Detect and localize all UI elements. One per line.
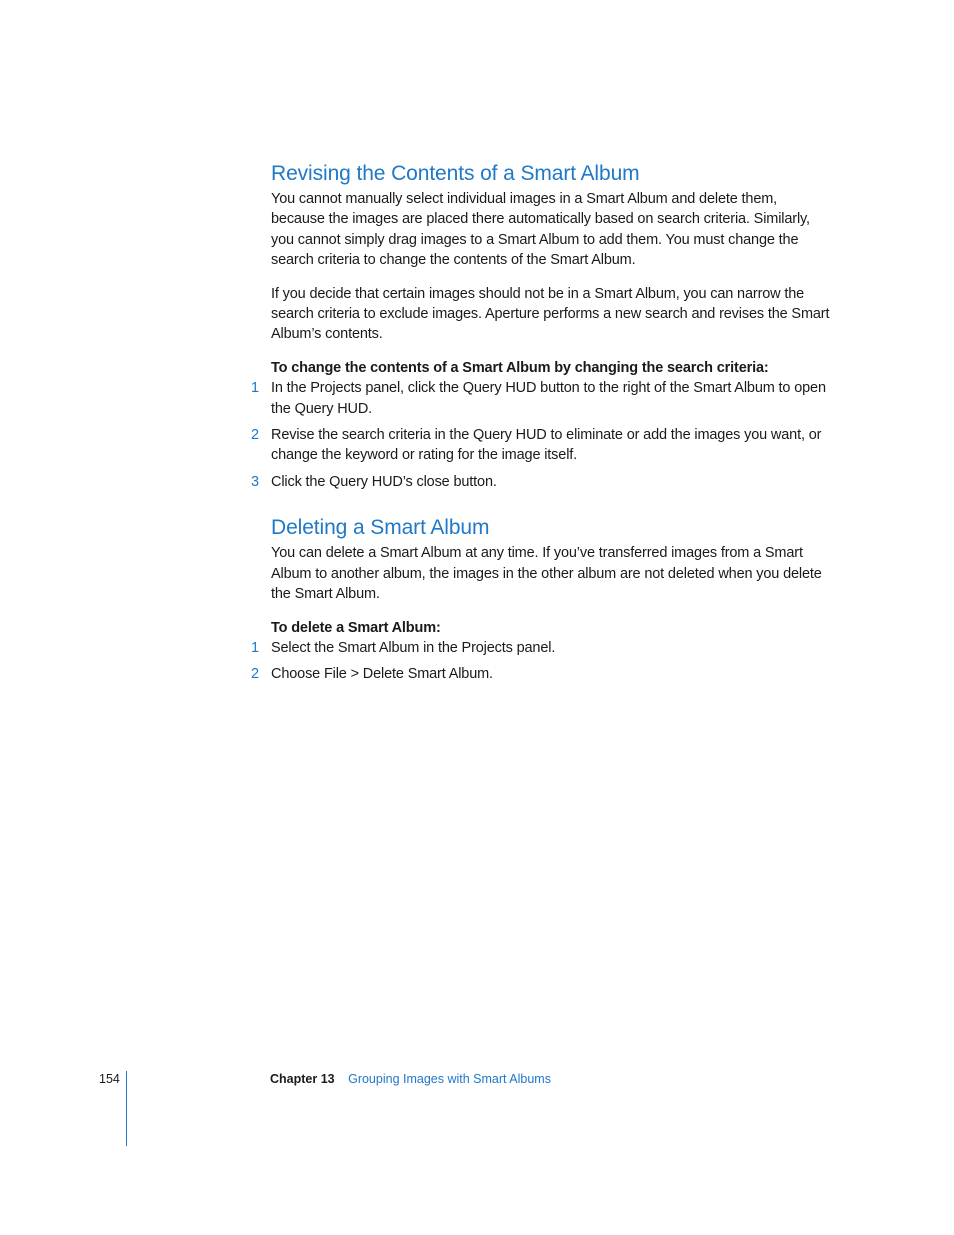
- step-number: 2: [251, 427, 259, 444]
- section-heading: Revising the Contents of a Smart Album: [271, 162, 640, 185]
- step-text: Choose File > Delete Smart Album.: [271, 666, 493, 683]
- section-spacer: [271, 498, 831, 515]
- footer-chapter: [270, 1072, 551, 1086]
- step-item: [251, 472, 831, 492]
- step-item: [251, 638, 831, 658]
- page-number: 154: [99, 1072, 120, 1086]
- step-text: In the Projects panel, click the Query HUD button to the right of the Smart Album to open the Query HUD.: [271, 380, 826, 417]
- page-body: [251, 161, 831, 691]
- paragraph: You cannot manually select individual images in a Smart Album and delete them, because the images are placed there automatically based on search criteria. Similarly, you cannot simply drag images to a Smart Album to add them. You must change the search criteria to change the contents of the Smart Album.: [271, 191, 810, 269]
- footer-divider: [126, 1071, 127, 1146]
- step-text: Select the Smart Album in the Projects panel.: [271, 639, 556, 656]
- paragraph: If you decide that certain images should not be in a Smart Album, you can narrow the search criteria to exclude images. Aperture performs a new search and revises the Smart Album’s contents.: [271, 285, 830, 343]
- chapter-title: Grouping Images with Smart Albums: [348, 1072, 551, 1086]
- step-item: [251, 664, 831, 684]
- paragraph: You can delete a Smart Album at any time. If you’ve transferred images from a Smart Album to another album, the images in the other album are not deleted when you delete the Smart Album.: [271, 545, 822, 603]
- task-heading: To delete a Smart Album:: [271, 619, 441, 636]
- step-item: [251, 378, 831, 419]
- step-text: Click the Query HUD’s close button.: [271, 473, 497, 490]
- step-number: 1: [251, 639, 259, 656]
- task-heading: To change the contents of a Smart Album by changing the search criteria:: [271, 359, 769, 376]
- step-number: 1: [251, 380, 259, 397]
- step-list: [251, 378, 831, 492]
- step-list: [251, 638, 831, 685]
- step-number: 2: [251, 666, 259, 683]
- chapter-label: Chapter 13: [270, 1072, 335, 1086]
- step-text: Revise the search criteria in the Query HUD to eliminate or add the images you want, or change the keyword or rating for the image itself.: [271, 427, 822, 464]
- step-number: 3: [251, 473, 259, 490]
- step-item: [251, 425, 831, 466]
- section-heading: Deleting a Smart Album: [271, 516, 490, 540]
